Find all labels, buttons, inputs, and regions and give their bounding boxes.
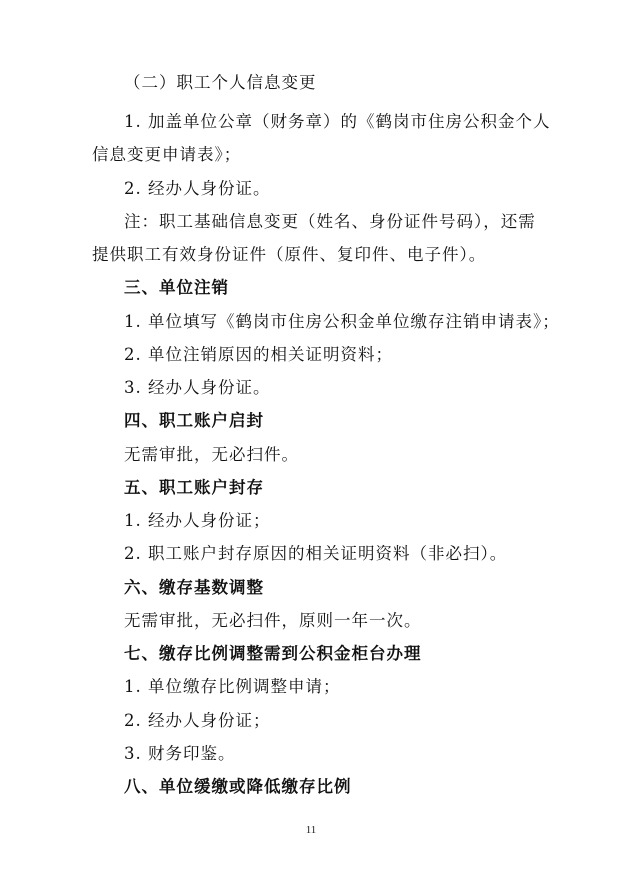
section-heading: 八、单位缓缴或降低缴存比例 bbox=[124, 777, 352, 796]
paragraph-line: 无需审批，无必扫件。 bbox=[124, 445, 299, 464]
paragraph-line: 2. 经办人身份证； bbox=[124, 711, 271, 730]
section-heading: 五、职工账户封存 bbox=[124, 478, 264, 497]
paragraph-line: 1. 加盖单位公章（财务章）的《鹤岗市住房公积金个人 bbox=[124, 112, 551, 131]
subsection-title: （二）职工个人信息变更 bbox=[124, 73, 317, 92]
paragraph-line: 2. 单位注销原因的相关证明资料； bbox=[124, 345, 393, 364]
note-line: 提供职工有效身份证件（原件、复印件、电子件）。 bbox=[92, 245, 487, 264]
section-heading: 七、缴存比例调整需到公积金柜台办理 bbox=[124, 644, 422, 663]
note-line: 注：职工基础信息变更（姓名、身份证件号码），还需 bbox=[124, 212, 536, 231]
paragraph-line: 1. 单位缴存比例调整申请； bbox=[124, 677, 341, 696]
paragraph-line: 3. 经办人身份证。 bbox=[124, 378, 271, 397]
section-heading: 四、职工账户启封 bbox=[124, 411, 264, 430]
paragraph-line: 2. 职工账户封存原因的相关证明资料（非必扫）。 bbox=[124, 544, 508, 563]
paragraph-line: 1. 单位填写《鹤岗市住房公积金单位缴存注销申请表》； bbox=[124, 312, 560, 331]
paragraph-line: 1. 经办人身份证； bbox=[124, 511, 271, 530]
paragraph-line: 2. 经办人身份证。 bbox=[124, 179, 271, 198]
section-heading: 三、单位注销 bbox=[124, 278, 229, 297]
page-number: 11 bbox=[305, 824, 317, 836]
paragraph-line: 无需审批，无必扫件，原则一年一次。 bbox=[124, 611, 422, 630]
paragraph-line: 3. 财务印鉴。 bbox=[124, 744, 236, 763]
section-heading: 六、缴存基数调整 bbox=[124, 578, 264, 597]
paragraph-line: 信息变更申请表》； bbox=[92, 145, 242, 164]
